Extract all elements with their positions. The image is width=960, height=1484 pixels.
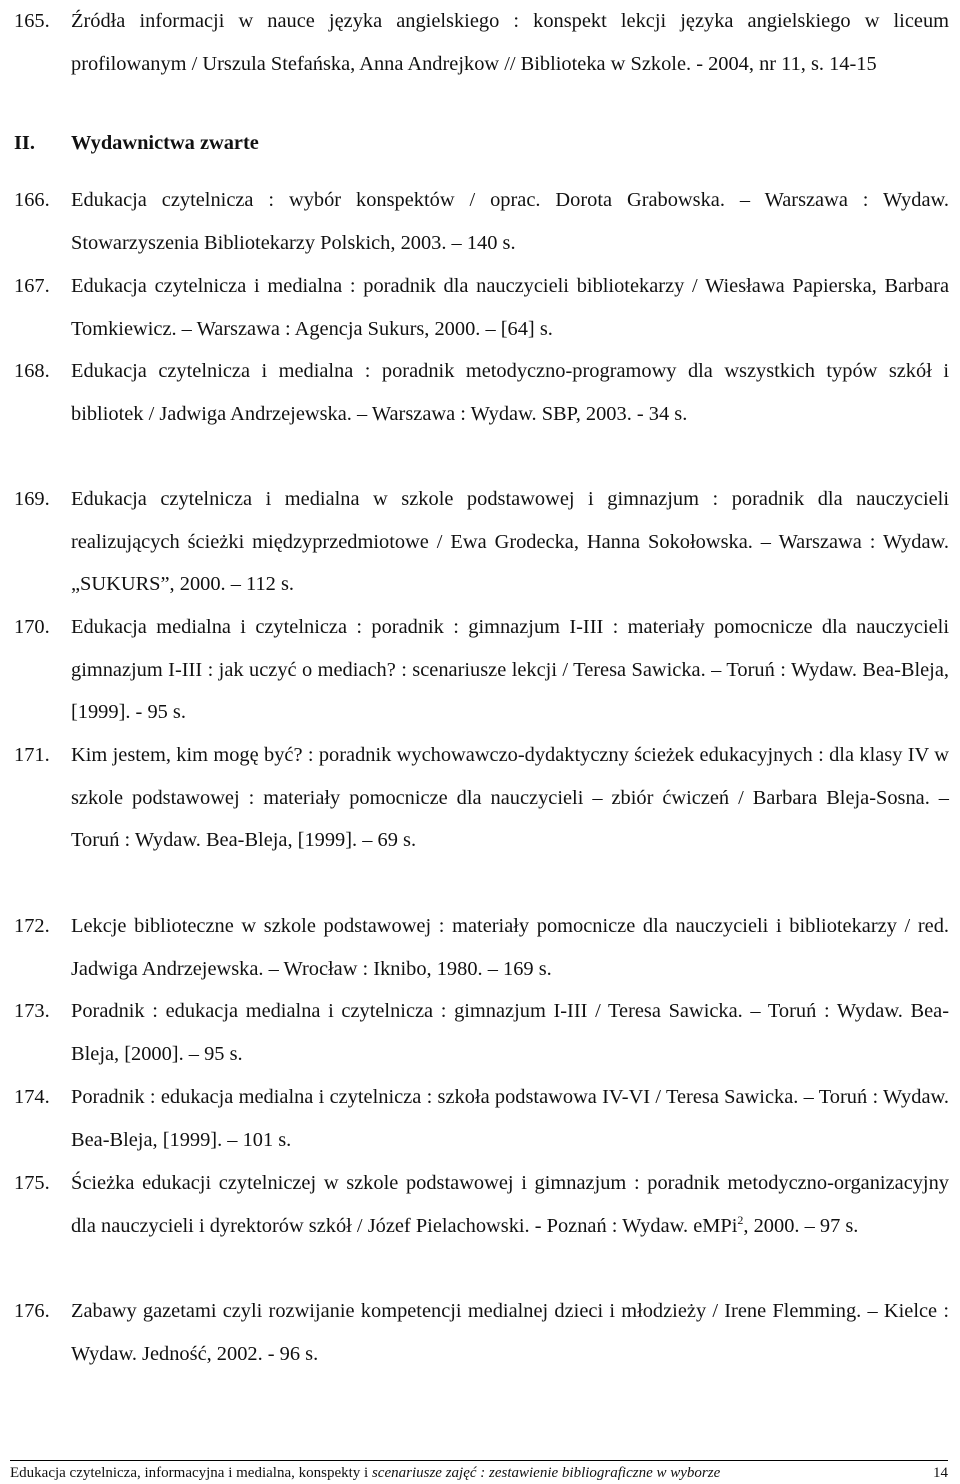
entry-number: 175. — [14, 1172, 50, 1194]
entry-text: Edukacja czytelnicza i medialna : poradnik dla nauczycieli bibliotekarzy / Wiesława Papierska, Barbara Tomkiewicz. – Warszawa : Agencja Sukurs, 2000. – [64] s. — [71, 275, 949, 340]
entry-text: Kim jestem, kim mogę być? : poradnik wychowawczo-dydaktyczny ścieżek edukacyjnych : dla klasy IV w szkole podstawowej : materiały pomocnicze dla nauczycieli – zbiór ćwiczeń / Barbara Bleja-Sosna. – Toruń : Wydaw. Bea-Bleja, [1999]. – 69 s. — [71, 744, 949, 851]
page-number: 14 — [933, 1465, 948, 1481]
bibliography-entry-168 — [14, 350, 949, 435]
bibliography-entry-175 — [14, 1162, 949, 1247]
bibliography-entry-167 — [14, 265, 949, 350]
entry-number: 170. — [14, 616, 50, 638]
entry-text: Poradnik : edukacja medialna i czytelnicza : szkoła podstawowa IV-VI / Teresa Sawicka. – Toruń : Wydaw. Bea-Bleja, [1999]. – 101 s. — [71, 1086, 949, 1151]
entry-text: Źródła informacji w nauce języka angielskiego : konspekt lekcji języka angielskiego w liceum profilowanym / Urszula Stefańska, Anna Andrejkow // Biblioteka w Szkole. - 2004, nr 11, s. 14-15 — [71, 10, 949, 75]
entry-text-end: , 2000. – 97 s. — [743, 1214, 859, 1237]
entry-number: 173. — [14, 1000, 50, 1022]
entry-number: 176. — [14, 1300, 50, 1322]
entry-number: 167. — [14, 275, 50, 297]
entry-number: 169. — [14, 488, 50, 510]
entry-text — [71, 1162, 949, 1247]
bibliography-entry-172 — [14, 905, 949, 990]
entry-text: Edukacja czytelnicza i medialna : poradnik metodyczno-programowy dla wszystkich typów szkół i bibliotek / Jadwiga Andrzejewska. – Warszawa : Wydaw. SBP, 2003. - 34 s. — [71, 360, 949, 425]
entry-number: 165. — [14, 10, 50, 32]
bibliography-entry-166 — [14, 179, 949, 264]
entry-text-main: Ścieżka edukacji czytelniczej w szkole podstawowej i gimnazjum : poradnik metodyczno-organizacyjny dla nauczycieli i dyrektorów szkół / Józef Pielachowski. - Poznań : Wydaw. eMPi — [71, 1172, 949, 1237]
entry-text: Lekcje biblioteczne w szkole podstawowej : materiały pomocnicze dla nauczycieli i bibliotekarzy / red. Jadwiga Andrzejewska. – Wrocław : Iknibo, 1980. – 169 s. — [71, 915, 949, 980]
entry-number: 168. — [14, 360, 50, 382]
bibliography-entry-170 — [14, 606, 949, 734]
section-heading — [14, 122, 259, 165]
page-footer — [10, 1460, 948, 1483]
entry-text: Zabawy gazetami czyli rozwijanie kompetencji medialnej dzieci i młodzieży / Irene Flemming. – Kielce : Wydaw. Jedność, 2002. - 96 s. — [71, 1300, 949, 1365]
superscript: 2 — [737, 1212, 744, 1227]
footer-text-italic: scenariusze zajęć : zestawienie bibliograficzne w wyborze — [371, 1465, 721, 1481]
footer-text: Edukacja czytelnicza, informacyjna i medialna, konspekty i — [10, 1465, 372, 1481]
entry-number: 166. — [14, 189, 50, 211]
entry-text: Edukacja medialna i czytelnicza : poradnik : gimnazjum I-III : materiały pomocnicze dla nauczycieli gimnazjum I-III : jak uczyć o mediach? : scenariusze lekcji / Teresa Sawicka. – Toruń : Wydaw. Bea-Bleja, [1999]. - 95 s. — [71, 616, 949, 723]
entry-number: 172. — [14, 915, 50, 937]
section-title: Wydawnictwa zwarte — [71, 132, 259, 154]
entry-text: Poradnik : edukacja medialna i czytelnicza : gimnazjum I-III / Teresa Sawicka. – Toruń : Wydaw. Bea-Bleja, [2000]. – 95 s. — [71, 1000, 949, 1065]
section-number: II. — [14, 132, 35, 154]
entry-number: 174. — [14, 1086, 50, 1108]
entry-number: 171. — [14, 744, 50, 766]
bibliography-entry-165 — [14, 0, 949, 85]
bibliography-entry-174 — [14, 1076, 949, 1161]
bibliography-entry-171 — [14, 734, 949, 862]
bibliography-entry-169 — [14, 478, 949, 606]
entry-text: Edukacja czytelnicza i medialna w szkole podstawowej i gimnazjum : poradnik dla nauczycieli realizujących ścieżki międzyprzedmiotowe / Ewa Grodecka, Hanna Sokołowska. – Warszawa : Wydaw. „SUKURS”, 2000. – 112 s. — [71, 488, 949, 595]
bibliography-entry-176 — [14, 1290, 949, 1375]
bibliography-entry-173 — [14, 990, 949, 1075]
entry-text: Edukacja czytelnicza : wybór konspektów / oprac. Dorota Grabowska. – Warszawa : Wydaw. Stowarzyszenia Bibliotekarzy Polskich, 2003. – 140 s. — [71, 189, 949, 254]
